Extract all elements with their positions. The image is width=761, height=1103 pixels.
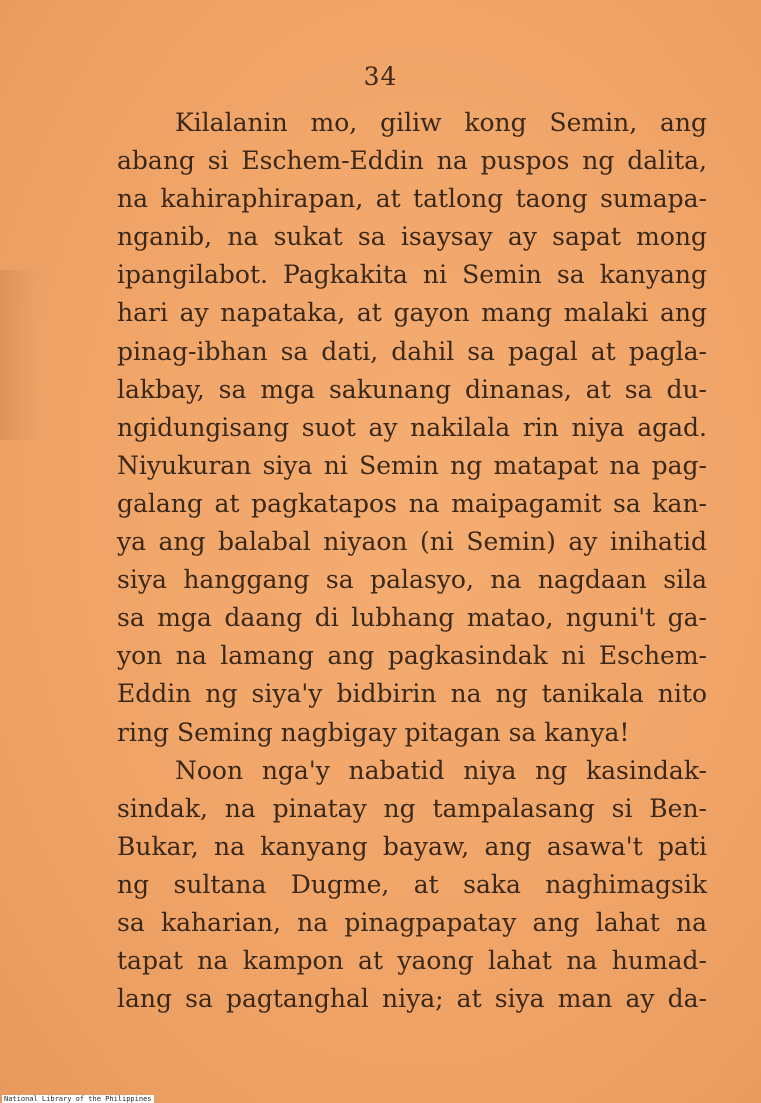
text-line: Bukar, na kanyang bayaw, ang asawa't pati xyxy=(117,831,707,861)
text-line: sa mga daang di lubhang matao, nguni't ga- xyxy=(117,603,707,633)
text-line: ng sultana Dugme, at saka naghimagsik xyxy=(117,869,707,899)
text-line: yon na lamang ang pagkasindak ni Eschem- xyxy=(117,641,707,671)
text-line: siya hanggang sa palasyo, na nagdaan sila xyxy=(117,565,707,595)
text-line: sindak, na pinatay ng tampalasang si Ben- xyxy=(117,793,707,823)
text-line: galang at pagkatapos na maipagamit sa kan- xyxy=(117,488,707,518)
text-line: na kahiraphirapan, at tatlong taong sumapa- xyxy=(117,184,707,214)
text-line: Niyukuran siya ni Semin ng matapat na pag- xyxy=(117,450,707,480)
text-line: Noon nga'y nabatid niya ng kasindak- xyxy=(175,755,707,785)
text-line: Kilalanin mo, giliw kong Semin, ang xyxy=(175,108,707,137)
text-line: ngidungisang suot ay nakilala rin niya agad. xyxy=(117,412,707,442)
text-line: pinag-ibhan sa dati, dahil sa pagal at pagla- xyxy=(117,336,707,366)
text-line: lang sa pagtanghal niya; at siya man ay da- xyxy=(117,984,707,1014)
text-line: nganib, na sukat sa isaysay ay sapat mong xyxy=(117,222,707,252)
text-line: sa kaharian, na pinagpapatay ang lahat na xyxy=(117,907,707,937)
text-line: abang si Eschem-Eddin na puspos ng dalita, xyxy=(117,146,707,176)
text-line: ya ang balabal niyaon (ni Semin) ay inihatid xyxy=(117,527,707,557)
text-line: hari ay napataka, at gayon mang malaki ang xyxy=(117,298,707,328)
torn-page-edge xyxy=(0,270,40,440)
library-credit: National Library of the Philippines xyxy=(4,1095,152,1103)
page-number: 34 xyxy=(363,62,398,91)
text-line: Eddin ng siya'y bidbirin na ng tanikala nito xyxy=(117,679,707,709)
text-line: lakbay, sa mga sakunang dinanas, at sa du- xyxy=(117,374,707,404)
text-line: ipangilabot. Pagkakita ni Semin sa kanyang xyxy=(117,260,707,290)
text-line: tapat na kampon at yaong lahat na humad- xyxy=(117,946,707,976)
page-body-text xyxy=(117,104,707,1018)
text-line: ring Seming nagbigay pitagan sa kanya! xyxy=(117,717,630,747)
